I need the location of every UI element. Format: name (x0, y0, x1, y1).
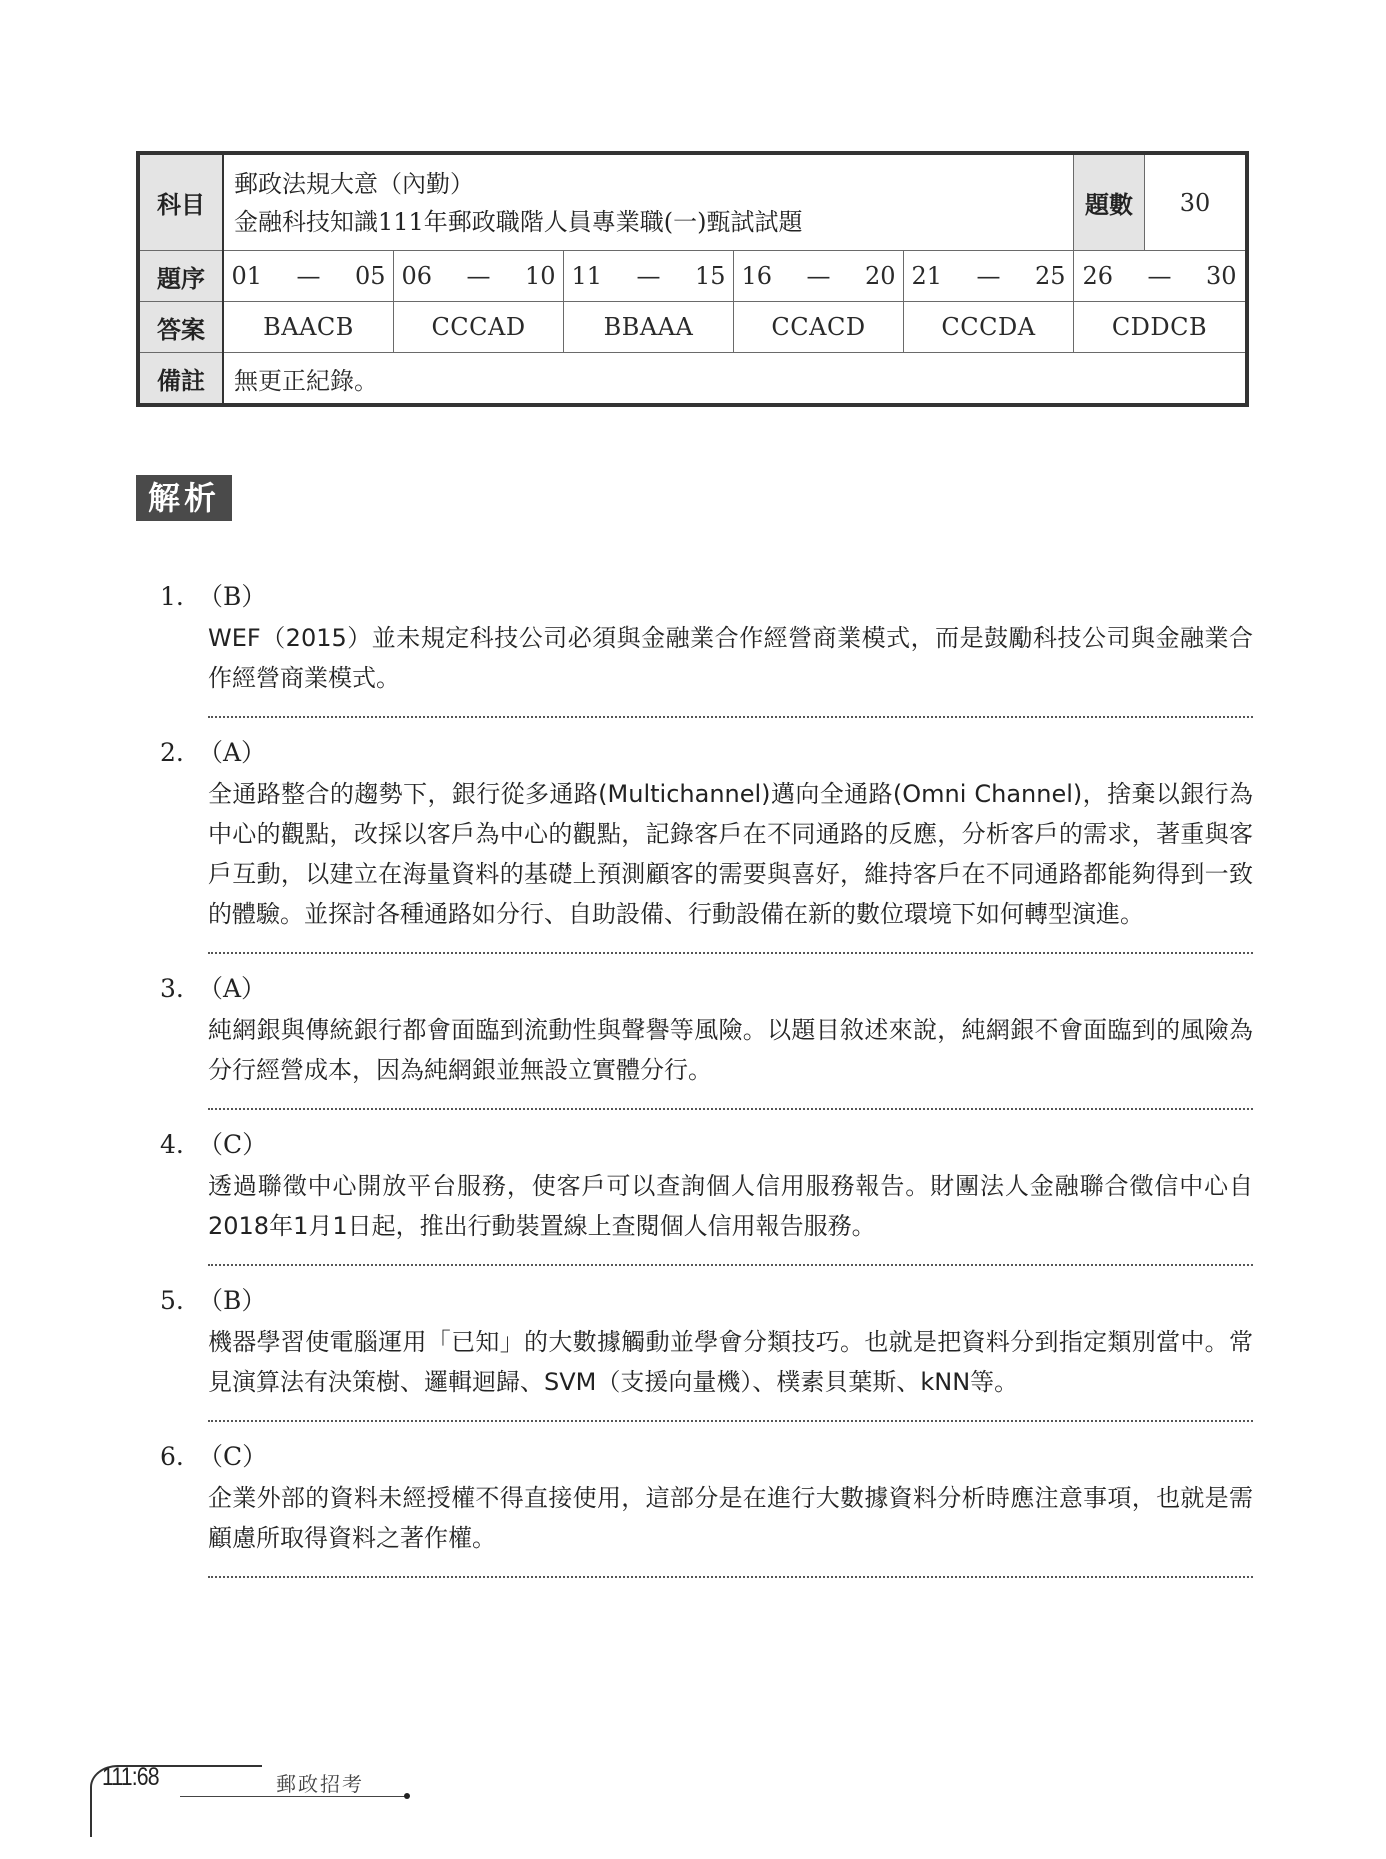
remark-label: 備註 (138, 353, 223, 406)
page-number: 111:68 (102, 1763, 159, 1791)
question-answer: （A） (198, 738, 267, 767)
explanation-item (160, 1438, 1253, 1578)
question-count-label: 題數 (1074, 153, 1145, 251)
question-answer: （B） (198, 1286, 267, 1315)
footer-rule (180, 1796, 408, 1797)
range-start: 01 (231, 262, 263, 290)
answer-row (138, 302, 1247, 353)
range-dash: — (976, 262, 1001, 290)
explanation-item (160, 1282, 1253, 1422)
answer-cell: CDDCB (1074, 302, 1248, 353)
question-count-value: 30 (1145, 153, 1248, 251)
question-answer: （C） (198, 1442, 268, 1471)
subject-title-line2: 金融科技知識111年郵政職階人員專業職(一)甄試試題 (234, 207, 803, 236)
range-cell (223, 251, 394, 302)
range-end: 10 (524, 262, 556, 290)
question-answer: （B） (198, 582, 267, 611)
section-heading: 解析 (136, 475, 232, 521)
explanation-text: 企業外部的資料未經授權不得直接使用，這部分是在進行大數據資料分析時應注意事項，也就是需顧慮所取得資料之著作權。 (208, 1484, 1253, 1552)
explanation-list (160, 578, 1253, 1594)
range-cell (903, 251, 1073, 302)
remark-row (138, 353, 1247, 406)
question-number: 2. (160, 738, 184, 767)
remark-text: 無更正紀錄。 (223, 353, 1247, 406)
range-start: 21 (911, 262, 943, 290)
question-number: 5. (160, 1286, 184, 1315)
answer-key-table (136, 151, 1249, 407)
range-dash: — (1147, 262, 1172, 290)
answer-cell: CCCAD (394, 302, 564, 353)
explanation-header (160, 734, 1253, 772)
question-order-label: 題序 (138, 251, 223, 302)
explanation-item (160, 1126, 1253, 1266)
range-dash: — (296, 262, 321, 290)
explanation-item (160, 734, 1253, 954)
range-cell (734, 251, 904, 302)
range-start: 11 (571, 262, 603, 290)
question-number: 6. (160, 1442, 184, 1471)
explanation-item (160, 578, 1253, 718)
answer-cell: CCACD (734, 302, 904, 353)
range-cell (394, 251, 564, 302)
page-footer (80, 1763, 380, 1823)
range-end: 15 (694, 262, 726, 290)
range-start: 06 (401, 262, 433, 290)
range-start: 16 (741, 262, 773, 290)
explanation-item (160, 970, 1253, 1110)
question-order-row (138, 251, 1247, 302)
range-end: 05 (354, 262, 386, 290)
answer-cell: CCCDA (903, 302, 1073, 353)
range-cell (1074, 251, 1248, 302)
subject-label: 科目 (138, 153, 223, 251)
range-end: 25 (1034, 262, 1066, 290)
question-answer: （A） (198, 974, 267, 1003)
explanation-header (160, 578, 1253, 616)
question-number: 3. (160, 974, 184, 1003)
explanation-text: 純網銀與傳統銀行都會面臨到流動性與聲譽等風險。以題目敘述來說，純網銀不會面臨到的風險為分行經營成本，因為純網銀並無設立實體分行。 (208, 1016, 1253, 1084)
explanation-header (160, 1438, 1253, 1476)
subject-title-line1: 郵政法規大意（內勤） (234, 169, 474, 198)
range-cell (564, 251, 734, 302)
explanation-header (160, 1126, 1253, 1164)
range-dash: — (466, 262, 491, 290)
subject-row (138, 153, 1247, 251)
range-start: 26 (1082, 262, 1114, 290)
publication-title: 郵政招考 (276, 1772, 364, 1796)
explanation-header (160, 1282, 1253, 1320)
question-number: 4. (160, 1130, 184, 1159)
question-answer: （C） (198, 1130, 268, 1159)
explanation-text: 機器學習使電腦運用「已知」的大數據觸動並學會分類技巧。也就是把資料分到指定類別當中。常見演算法有決策樹、邏輯迴歸、SVM（支援向量機）、樸素貝葉斯、kNN等。 (208, 1328, 1253, 1396)
answer-cell: BAACB (223, 302, 394, 353)
answer-label: 答案 (138, 302, 223, 353)
range-end: 20 (864, 262, 896, 290)
subject-title (223, 153, 1074, 251)
explanation-text: 全通路整合的趨勢下，銀行從多通路(Multichannel)邁向全通路(Omni Channel)，捨棄以銀行為中心的觀點，改採以客戶為中心的觀點，記錄客戶在不同通路的反應，分析客戶的需求，著重與客戶互動，以建立在海量資料的基礎上預測顧客的需要與喜好，維持客戶在不同通路都能夠得到一致的體驗。並探討各種通路如分行、自助設備、行動設備在新的數位環境下如何轉型演進。 (208, 780, 1253, 928)
explanation-text: WEF（2015）並未規定科技公司必須與金融業合作經營商業模式，而是鼓勵科技公司與金融業合作經營商業模式。 (208, 624, 1253, 692)
question-number: 1. (160, 582, 184, 611)
explanation-text: 透過聯徵中心開放平台服務，使客戶可以查詢個人信用服務報告。財團法人金融聯合徵信中心自2018年1月1日起，推出行動裝置線上查閱個人信用報告服務。 (208, 1172, 1253, 1240)
footer-dot-decoration (404, 1793, 410, 1799)
answer-cell: BBAAA (564, 302, 734, 353)
range-end: 30 (1205, 262, 1237, 290)
range-dash: — (806, 262, 831, 290)
explanation-header (160, 970, 1253, 1008)
range-dash: — (636, 262, 661, 290)
